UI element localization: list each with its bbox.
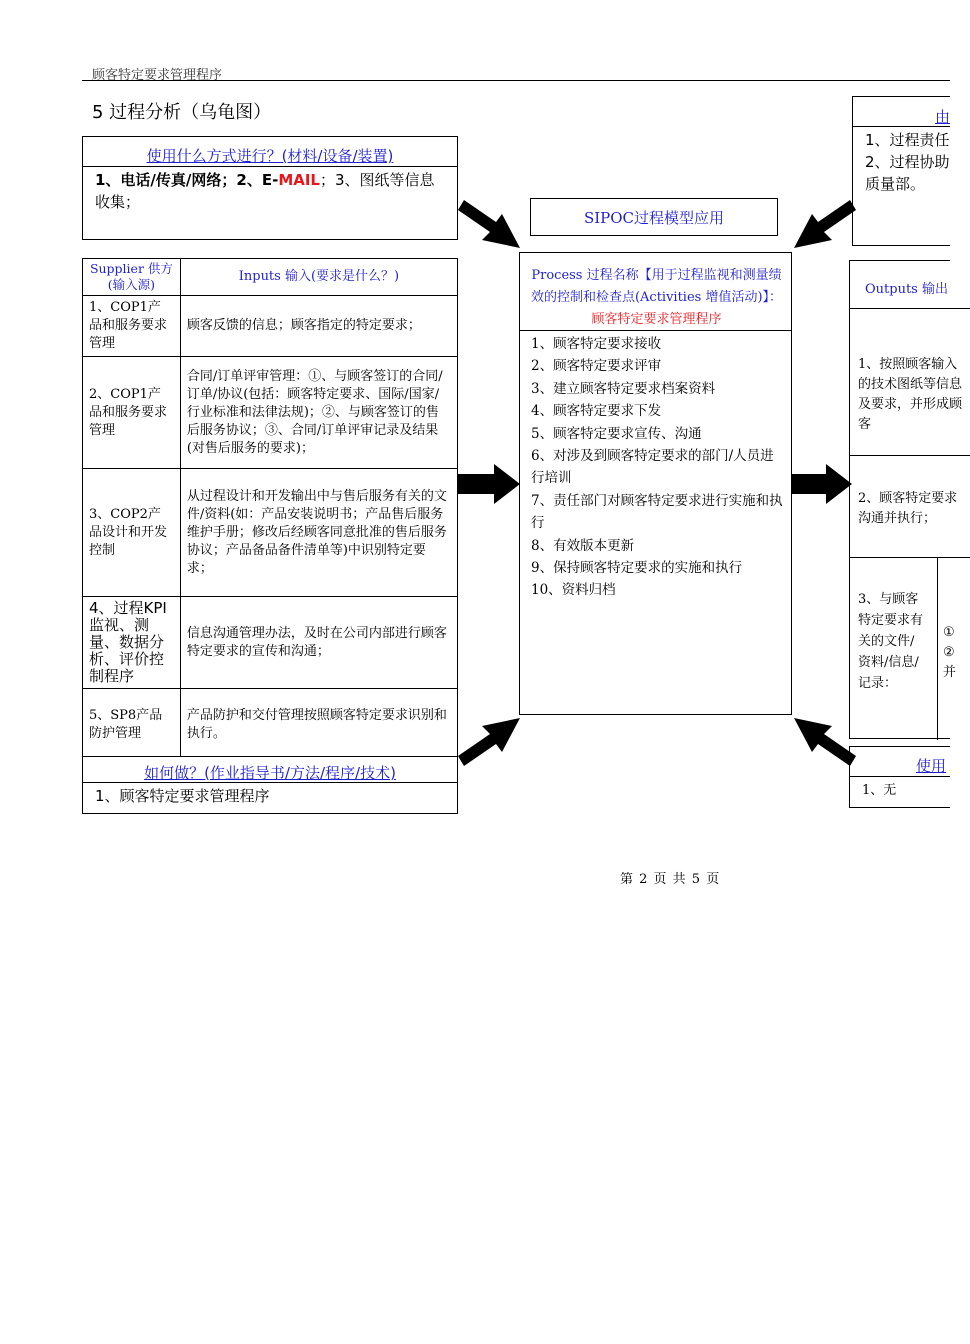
outputs-box [849, 260, 963, 739]
input-cell: 顾客反馈的信息；顾客指定的特定要求； [180, 296, 457, 357]
process-title-name: 顾客特定要求管理程序 [591, 312, 722, 327]
who-line: 1、过程责任 [865, 131, 950, 149]
outputs-divider [850, 455, 970, 456]
arrow-inputs-to-process [458, 462, 520, 506]
arrow-process-to-outputs [792, 462, 852, 506]
outputs-header: Outputs 输出 [850, 261, 970, 309]
outputs-divider-vertical [937, 557, 938, 740]
how-box [82, 756, 458, 814]
supplier-cell: 1、COP1产品和服务要求管理 [83, 296, 181, 357]
how-box-content: 1、顾客特定要求管理程序 [95, 787, 270, 805]
outputs-side-line: ② [943, 645, 955, 660]
input-cell: 信息沟通管理办法，及时在公司内部进行顾客特定要求的宣传和沟通； [180, 597, 457, 689]
supplier-cell: 4、过程KPI监视、测量、数据分析、评价控制程序 [83, 597, 181, 689]
use-box-title: 使用 [850, 747, 950, 777]
arrow-from-who [788, 192, 858, 254]
method-content-prefix: 1、电话/传真/网络；2、E- [95, 171, 279, 189]
outputs-row-2: 2、顾客特定要求沟通并执行； [858, 491, 958, 526]
running-header: 顾客特定要求管理程序 [92, 68, 223, 83]
arrow-from-use [788, 712, 858, 774]
process-step: 7、责任部门对顾客特定要求进行实施和执行 [531, 492, 783, 532]
outputs-row-3: 3、与顾客特定要求有关的文件/资料/信息/记录： [858, 592, 924, 691]
process-step: 5、顾客特定要求宣传、沟通 [531, 425, 702, 442]
arrow-from-method [456, 192, 526, 254]
outputs-side-line: ① [943, 625, 955, 640]
input-cell: 从过程设计和开发输出中与售后服务有关的文件/资料(如：产品安装说明书；产品售后服务维护手册；修改后经顾客同意批准的售后服务协议；产品备品备件清单等)中识别特定要求； [180, 469, 457, 597]
input-cell: 合同/订单评审管理：①、与顾客签订的合同/订单/协议(包括：顾客特定要求、国际/国家/行业标准和法律法规)；②、与顾客签订的售后服务协议；③、合同/订单评审记录及结果(对售后服务的要求)； [180, 357, 457, 469]
who-line: 质量部。 [865, 175, 926, 193]
outputs-row-1: 1、按照顾客输入的技术图纸等信息及要求，并形成顾客 [858, 357, 963, 432]
process-step: 1、顾客特定要求接收 [531, 336, 662, 352]
who-box-title: 由 [853, 97, 950, 127]
process-step: 9、保持顾客特定要求的实施和执行 [531, 560, 743, 577]
process-box [519, 252, 792, 715]
supplier-cell: 2、COP1产品和服务要求管理 [83, 357, 181, 469]
supplier-cell: 3、COP2产品设计和开发控制 [83, 469, 181, 597]
how-box-title: 如何做？(作业指导书/方法/程序/技术) [83, 757, 457, 783]
method-box-title: 使用什么方式进行？(材料/设备/装置) [83, 137, 457, 167]
who-line: 2、过程协助 [865, 153, 950, 171]
outputs-side-line: 并 [943, 665, 957, 680]
outputs-divider [850, 557, 970, 558]
process-step: 3、建立顾客特定要求档案资料 [531, 380, 716, 397]
method-content-email: MAIL [278, 171, 320, 189]
process-step: 6、对涉及到顾客特定要求的部门/人员进行培训 [531, 448, 774, 487]
use-box-content: 1、无 [862, 783, 897, 798]
process-steps [531, 333, 783, 602]
process-step: 10、资料归档 [531, 582, 616, 599]
header-supplier: Supplier 供方(输入源) [83, 259, 181, 296]
sipoc-label: SIPOC过程模型应用 [530, 198, 778, 236]
method-box-content [95, 169, 449, 213]
method-box [82, 136, 458, 240]
use-box [849, 746, 950, 808]
outputs-row-3-side [943, 623, 956, 683]
section-title: 5 过程分析（乌龟图） [92, 102, 272, 123]
who-box-content [865, 129, 950, 195]
who-box [852, 96, 950, 246]
process-step: 2、顾客特定要求评审 [531, 358, 662, 375]
method-content-suffix: ；3、图纸等信息收集； [95, 171, 435, 211]
input-cell: 产品防护和交付管理按照顾客特定要求识别和执行。 [180, 689, 457, 761]
process-title [520, 253, 791, 331]
arrow-from-how [456, 712, 526, 774]
process-title-prefix: Process 过程名称【用于过程监视和测量绩效的控制和检查点(Activities 增值活动)】： [530, 268, 783, 305]
header-inputs: Inputs 输入(要求是什么？) [180, 259, 457, 296]
process-step: 4、顾客特定要求下发 [531, 403, 662, 420]
supplier-cell: 5、SP8产品防护管理 [83, 689, 181, 761]
page-footer: 第 2 页 共 5 页 [620, 872, 721, 887]
process-step: 8、有效版本更新 [531, 537, 635, 554]
supplier-inputs-table [82, 258, 458, 761]
header-divider [82, 80, 950, 81]
